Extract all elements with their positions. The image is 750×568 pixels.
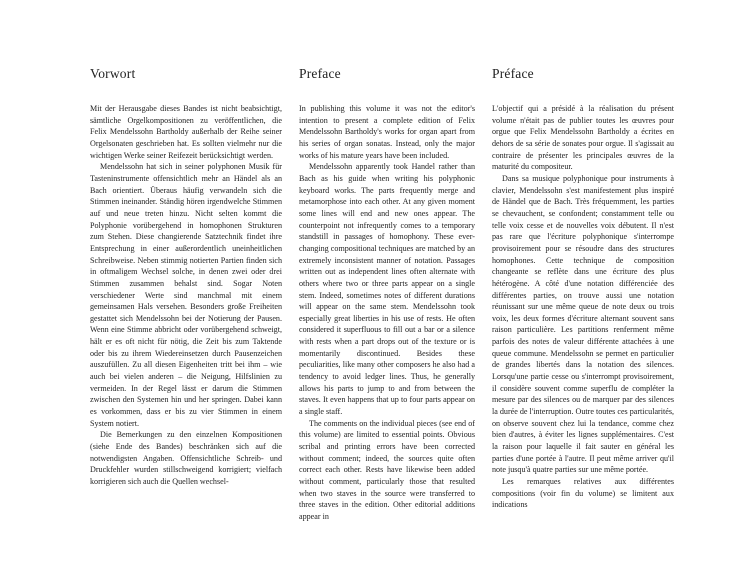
paragraph: In publishing this volume it was not the editor's intention to present a complete edition of Felix Mendelssohn Bartholdy's works for organ apart from his series of organ sonatas. Instead, only the major works of his mature years have been included. [299,104,475,160]
paragraph: The comments on the individual pieces (see end of this volume) are limited to essential points. Obvious scribal and printing errors have been corrected without comment; indeed, the sources quite often correct each other. Rests have likewise been added without comment, particularly those that resulted when two staves in the source were transferred to three staves in the edition. Other editorial additions appear in [299,418,475,521]
paragraph: Die Bemerkungen zu den einzelnen Kompositionen (siehe Ende des Bandes) beschränken sich auf die notwendigsten Angaben. Offensichtliche Schreib- und Druckfehler wurden stillschweigend korrigiert; vielfach korrigieren sich auch die Quellen wechsel- [90,430,282,486]
preface-column-german [90,66,282,488]
paragraph: Mendelssohn hat sich in seiner polyphonen Musik für Tasteninstrumente offensichtlich mehr an Händel als an Bach orientiert. Überaus häufig verwandeln sich die Stimmen ineinander. Ständig hören irgendwelche Stimmen auf und neue treten hinzu. Nicht selten kommt die Polyphonie vorübergehend in homophonen Strukturen zum Stehen. Diese changierende Satztechnik findet ihre Entsprechung in einer außerordentlich uneinheitlichen Schreibweise. Neben stimmig notierten Partien finden sich in oftmaligem Wechsel solche, in denen zwei oder drei Stimmen zusammen behalst sind. Sogar Noten verschiedener Werte sind manchmal mit einem gemeinsamen Hals versehen. Besonders große Freiheiten gestattet sich Mendelssohn bei der Notierung der Pausen. Wenn eine Stimme abbricht oder vorübergehend schweigt, hält er es oft nicht für nötig, die Zeit bis zum Taktende oder bis zu ihrem Wiedereinsetzen durch Pausenzeichen auszufüllen. Zu all diesen Eigenheiten tritt bei ihm – wie auch bei vielen anderen – die Neigung, Hilfslinien zu vermeiden. In der Regel lässt er darum die Stimmen zwischen den Systemen hin und her springen. Dabei kann es vorkommen, dass er bis zu vier Stimmen in einem System notiert. [90,162,282,428]
paragraph: Mit der Herausgabe dieses Bandes ist nicht beabsichtigt, sämtliche Orgelkompositionen zu veröffentlichen, die Felix Mendelssohn Bartholdy außerhalb der Reihe seiner Orgelsonaten geschrieben hat. Es sollten vielmehr nur die wichtigen Werke seiner Reifezeit berücksichtigt werden. [90,104,282,160]
paragraph: L'objectif qui a présidé à la réalisation du présent volume n'était pas de publier toutes les œuvres pour orgue que Felix Mendelssohn Bartholdy a écrites en dehors de sa série de sonates pour orgue. Il s'agissait au contraire de présenter les principales œuvres de la maturité du compositeur. [492,104,674,172]
preface-column-french [492,66,674,511]
heading-preface: Preface [299,66,341,81]
heading-preface-fr: Préface [492,66,534,81]
paragraph: Les remarques relatives aux différentes compositions (voir fin du volume) se limitent aux indications [492,477,674,510]
paragraph: Dans sa musique polyphonique pour instruments à clavier, Mendelssohn s'est manifestement plus inspiré de Händel que de Bach. Très fréquemment, les parties se chevauchent, se confondent; constamment telle ou telle voix cesse et de nouvelles voix débutent. Il n'est pas rare que l'écriture polyphonique s'interrompe provisoirement pour se résoudre dans des structures homophones. Cette technique de composition changeante se reflète dans une écriture des plus hétérogène. A côté d'une notation différenciée des différentes parties, on trouve aussi une notation réunissant sur une même queue de note deux ou trois voix, les deux formes d'écriture alternant souvent sans raison particulière. Les partitions renferment même parfois des notes de valeur différente attachées à une queue commune. Mendelssohn se permet en particulier de grandes libertés dans la notation des silences. Lorsqu'une partie cesse ou s'interrompt provisoirement, il considère souvent comme superflu de compléter la mesure par des silences ou de marquer par des silences la durée de l'interruption. Outre toutes ces particularités, on observe souvent chez lui la tendance, comme chez bien d'autres, à éviter les lignes supplémentaires. C'est la raison pour laquelle il fait sauter en général les parties d'une portée à l'autre. Il peut même arriver qu'il note jusqu'à quatre parties sur une même portée. [492,173,674,475]
preface-column-english [299,66,475,523]
heading-vorwort: Vorwort [90,66,136,81]
paragraph: Mendelssohn apparently took Handel rather than Bach as his guide when writing his polyphonic keyboard works. The parts frequently merge and metamorphose into each other. At any given moment some lines will end and new ones appear. The counterpoint not infrequently comes to a temporary standstill in passages of homophony. These ever-changing compositional techniques are matched by an extremely inconsistent manner of notation. Passages written out as independent lines often alternate with others where two or three parts appear on a single stem. Indeed, sometimes notes of different durations will appear on the same stem. Mendelssohn took especially great liberties in his use of rests. He often considered it superfluous to fill out a bar or a silence with rests when a part drops out of the texture or is momentarily discontinued. Besides these peculiarities, like many other composers he also had a tendency to avoid ledger lines. Thus, he generally allows his parts to jump to and from between the staves. It even happens that up to four parts appear on a single staff. [299,162,475,417]
